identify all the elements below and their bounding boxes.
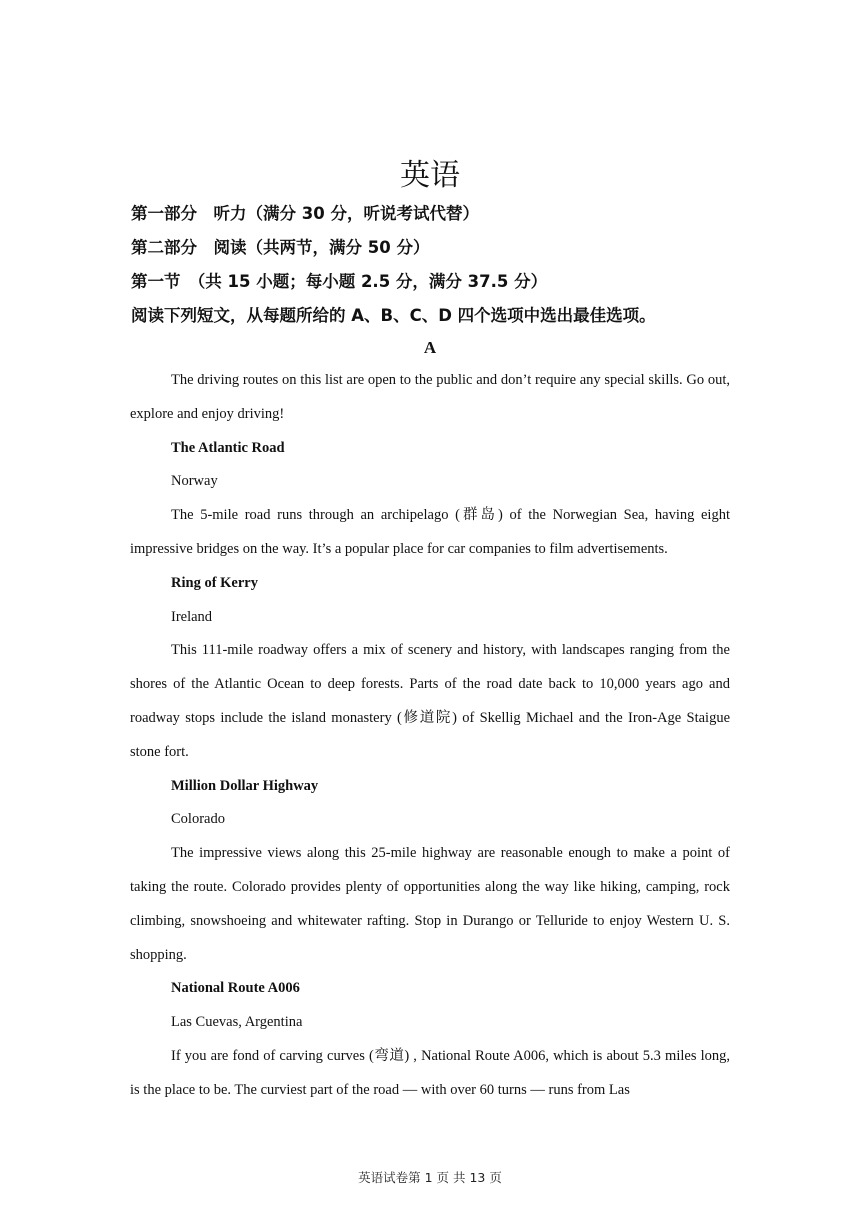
part1-header: 第一部分 听力（满分 30 分，听说考试代替） bbox=[131, 204, 479, 223]
route-name-kerry: Ring of Kerry bbox=[171, 574, 258, 591]
route-name-a006: National Route A006 bbox=[171, 980, 300, 997]
route-desc-million-dollar: The impressive views along this 25-mile highway are reasonable enough to make a point of taking the route. Colorado provides plenty of opportunities along the way like hiking, camping, rock climbing, snowshoeing and whitewater rafting. Stop in Durango or Telluride to enjoy Western U. S. shopping. bbox=[130, 845, 730, 963]
route-place-ireland: Ireland bbox=[171, 608, 213, 625]
passage-label: A bbox=[423, 338, 437, 357]
route-place-argentina: Las Cuevas, Argentina bbox=[171, 1014, 303, 1031]
section1-header: 第一节 （共 15 小题；每小题 2.5 分，满分 37.5 分） bbox=[131, 272, 548, 291]
route-name-atlantic: The Atlantic Road bbox=[171, 439, 285, 456]
route-desc-a006: If you are fond of carving curves (弯道) , National Route A006, which is about 5.3 miles long, is the place to be. The curviest part of the road — with over 60 turns — runs from Las bbox=[130, 1047, 730, 1098]
intro-paragraph: The driving routes on this list are open to the public and don’t require any special skills. Go out, explore and enjoy driving! bbox=[130, 372, 730, 422]
page-title: 英语 bbox=[400, 158, 460, 193]
route-desc-atlantic: The 5-mile road runs through an archipelago (群岛) of the Norwegian Sea, having eight impressive bridges on the way. It’s a popular place for car companies to film advertisements. bbox=[130, 507, 730, 557]
route-desc-kerry: This 111-mile roadway offers a mix of scenery and history, with landscapes ranging from the shores of the Atlantic Ocean to deep forests. Parts of the road date back to 10,000 years ago and roadway stops include the island monastery (修道院) of Skellig Michael and the Iron-Age Staigue stone fort. bbox=[130, 642, 730, 760]
route-place-colorado: Colorado bbox=[171, 811, 225, 828]
instruction-text: 阅读下列短文，从每题所给的 A、B、C、D 四个选项中选出最佳选项。 bbox=[131, 306, 656, 325]
part2-header: 第二部分 阅读（共两节，满分 50 分） bbox=[131, 238, 430, 257]
page-footer: 英语试卷第 1 页 共 13 页 bbox=[358, 1170, 502, 1185]
passage-body bbox=[130, 364, 730, 1108]
route-name-million-dollar: Million Dollar Highway bbox=[171, 777, 319, 794]
route-place-norway: Norway bbox=[171, 473, 218, 490]
